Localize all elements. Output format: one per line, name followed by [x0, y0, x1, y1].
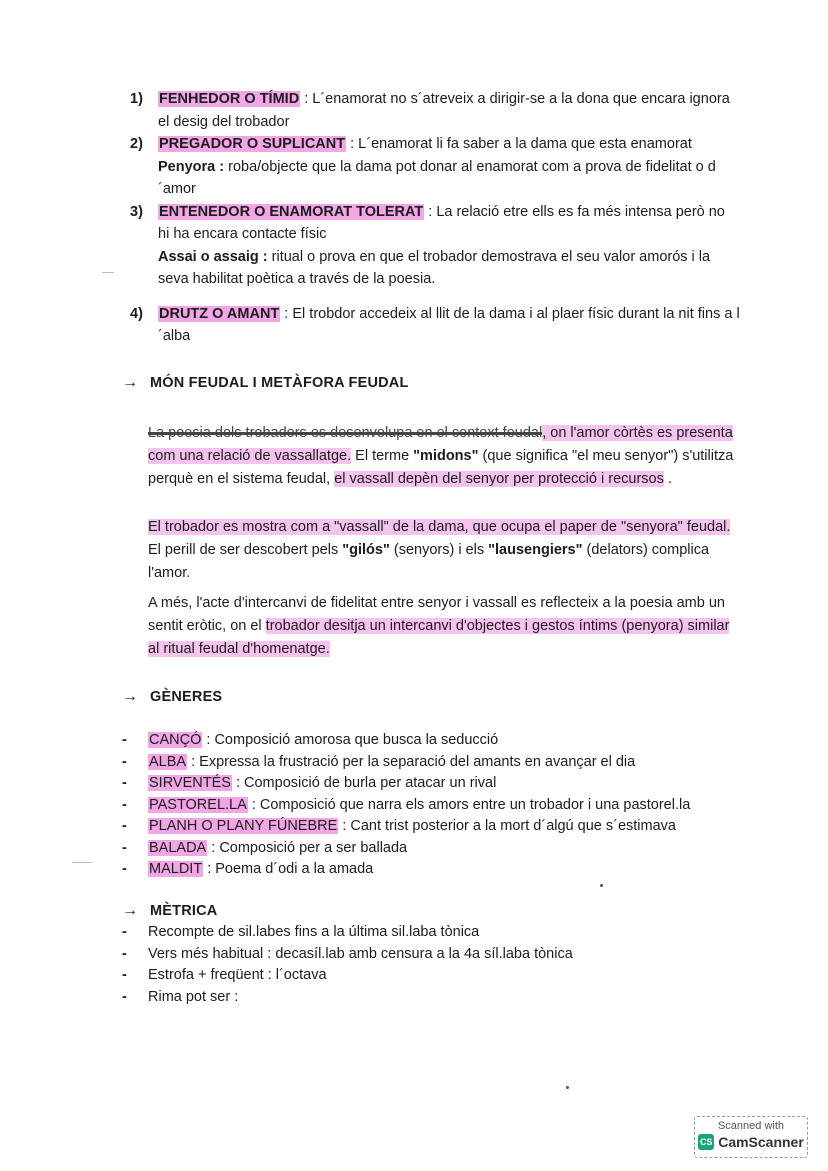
list-item: [122, 944, 762, 966]
list-item-2: [130, 133, 740, 201]
term-description: : La relació etre ells es fa més intensa però no hi ha encara contacte físic: [158, 203, 725, 242]
term-entenedor: ENTENEDOR O ENAMORAT TOLERAT: [159, 203, 424, 220]
item-number: 1): [130, 91, 143, 107]
subterm-penyora: Penyora :: [158, 158, 225, 175]
dash: -: [122, 753, 127, 770]
struck-text: La poesia dels trobadors es desenvolupa en el context feudal: [148, 425, 543, 441]
heading-metrica: [122, 902, 217, 920]
genre-term: BALADA: [149, 839, 207, 856]
highlight-text: trobador desitja un intercanvi d'objectes i gestos íntims (penyora) similar al ritual feudal d'homenatge.: [148, 618, 730, 657]
arrow-icon: →: [122, 688, 139, 705]
scanned-with-label: Scanned with: [717, 1120, 785, 1132]
genre-term: PASTOREL.LA: [149, 796, 247, 813]
genre-term: ALBA: [149, 753, 187, 770]
genre-description: : Expressa la frustració per la separació del amants en avançar el dia: [187, 753, 636, 770]
dash: -: [122, 775, 127, 791]
list-item: [122, 922, 762, 944]
item-number: 4): [130, 305, 143, 322]
scan-speck: [600, 884, 603, 887]
term-description: : El trobdor accedeix al llit de la dama i al plaer físic durant la nit fins a l´alba: [158, 305, 740, 344]
text: (senyors) i els: [389, 542, 489, 558]
term-pregador: PREGADOR O SUPLICANT: [159, 136, 346, 152]
list-item: [122, 773, 762, 795]
text: A més, l'acte d'intercanvi de fidelitat entre senyor i vassall es reflecteix a la poesia amb un sentit eròtic, on el: [148, 595, 725, 634]
highlight-text: , on l'amor còrtès es presenta com una relació de vassallatge.: [148, 425, 733, 464]
camscanner-badge: [694, 1116, 808, 1158]
list-item-1: [130, 88, 740, 133]
scan-smudge: [72, 862, 92, 863]
text: (que significa "el meu senyor") s'utilitza perquè en el sistema feudal,: [148, 448, 734, 487]
heading-generes: [122, 688, 222, 706]
dash: -: [122, 861, 127, 877]
arrow-icon: →: [122, 902, 139, 919]
term-gilos: "gilós": [342, 542, 390, 558]
camscanner-logo-icon: CS: [698, 1134, 714, 1150]
heading-text: MÓN FEUDAL I METÀFORA FEUDAL: [150, 375, 409, 391]
text: .: [663, 471, 672, 487]
list-item-3: [130, 201, 740, 291]
dash: -: [122, 818, 127, 834]
item-number: 2): [130, 136, 143, 152]
item-number: 3): [130, 203, 143, 220]
dash: -: [122, 924, 127, 940]
feudal-paragraph-2: [148, 516, 738, 585]
subterm-description: roba/objecte que la dama pot donar al enamorat com a prova de fidelitat o d´amor: [158, 158, 716, 197]
arrow-icon: →: [122, 374, 139, 391]
genre-description: : Composició amorosa que busca la seducció: [202, 732, 499, 748]
term-description: : L´enamorat no s´atreveix a dirigir-se a la dona que encara ignora el desig del trobador: [158, 91, 730, 130]
dash: -: [122, 945, 127, 962]
dash: -: [122, 839, 127, 856]
genre-term: MALDIT: [149, 861, 203, 877]
text: El perill de ser descobert pels: [148, 542, 343, 558]
heading-text: MÈTRICA: [150, 903, 218, 919]
numbered-list: [130, 88, 740, 348]
genre-description: : Composició de burla per atacar un rival: [231, 775, 497, 791]
heading-text: GÈNERES: [150, 689, 223, 705]
metrica-list: [122, 922, 762, 1008]
metrica-text: Recompte de sil.labes fins a la última sil.laba tònica: [148, 924, 480, 940]
dash: -: [122, 967, 127, 983]
list-item: [122, 965, 762, 987]
feudal-paragraph-3: [148, 592, 738, 661]
term-midons: "midons": [413, 448, 479, 464]
camscanner-brand: [695, 1134, 807, 1150]
metrica-text: Vers més habitual : decasíl.lab amb censura a la 4a síl.laba tònica: [148, 945, 573, 962]
camscanner-name: CamScanner: [718, 1134, 804, 1150]
metrica-text: Estrofa + freqüent : l´octava: [148, 967, 327, 983]
genre-term: PLANH O PLANY FÚNEBRE: [149, 818, 338, 834]
term-fenhedor: FENHEDOR O TÍMID: [159, 91, 300, 107]
scan-smudge: [102, 272, 114, 273]
list-item: [122, 838, 762, 860]
heading-mon-feudal: [122, 374, 409, 392]
generes-list: [122, 730, 762, 881]
genre-term: CANÇÓ: [149, 732, 202, 748]
list-item-4: [130, 303, 740, 348]
list-item: [122, 752, 762, 774]
list-item: [122, 859, 762, 881]
text: El terme: [351, 448, 414, 464]
genre-term: SIRVENTÉS: [149, 775, 231, 791]
subterm-assai: Assai o assaig :: [158, 248, 268, 265]
dash: -: [122, 796, 127, 813]
genre-description: : Cant trist posterior a la mort d´algú que s´estimava: [338, 818, 676, 834]
term-drutz: DRUTZ O AMANT: [159, 305, 280, 322]
list-item: [122, 816, 762, 838]
scan-speck: [566, 1086, 569, 1089]
genre-description: : Composició per a ser ballada: [207, 839, 408, 856]
list-item: [122, 795, 762, 817]
dash: -: [122, 988, 127, 1005]
list-item: [122, 987, 762, 1009]
subterm-description: ritual o prova en que el trobador demostrava el seu valor amorós i la seva habilitat poètica a través de la poesia.: [158, 248, 711, 287]
metrica-text: Rima pot ser :: [148, 988, 239, 1005]
term-description: : L´enamorat li fa saber a la dama que esta enamorat: [346, 136, 692, 152]
highlight-text: el vassall depèn del senyor per protecció i recursos: [334, 471, 664, 487]
text: (delators) complica l'amor.: [148, 542, 710, 581]
term-lausengiers: "lausengiers": [488, 542, 583, 558]
genre-description: : Poema d´odi a la amada: [203, 861, 374, 877]
genre-description: : Composició que narra els amors entre un trobador i una pastorel.la: [247, 796, 691, 813]
list-item: [122, 730, 762, 752]
highlight-text: El trobador es mostra com a "vassall" de la dama, que ocupa el paper de "senyora" feudal.: [148, 519, 731, 535]
feudal-paragraph-1: [148, 422, 738, 491]
dash: -: [122, 732, 127, 748]
